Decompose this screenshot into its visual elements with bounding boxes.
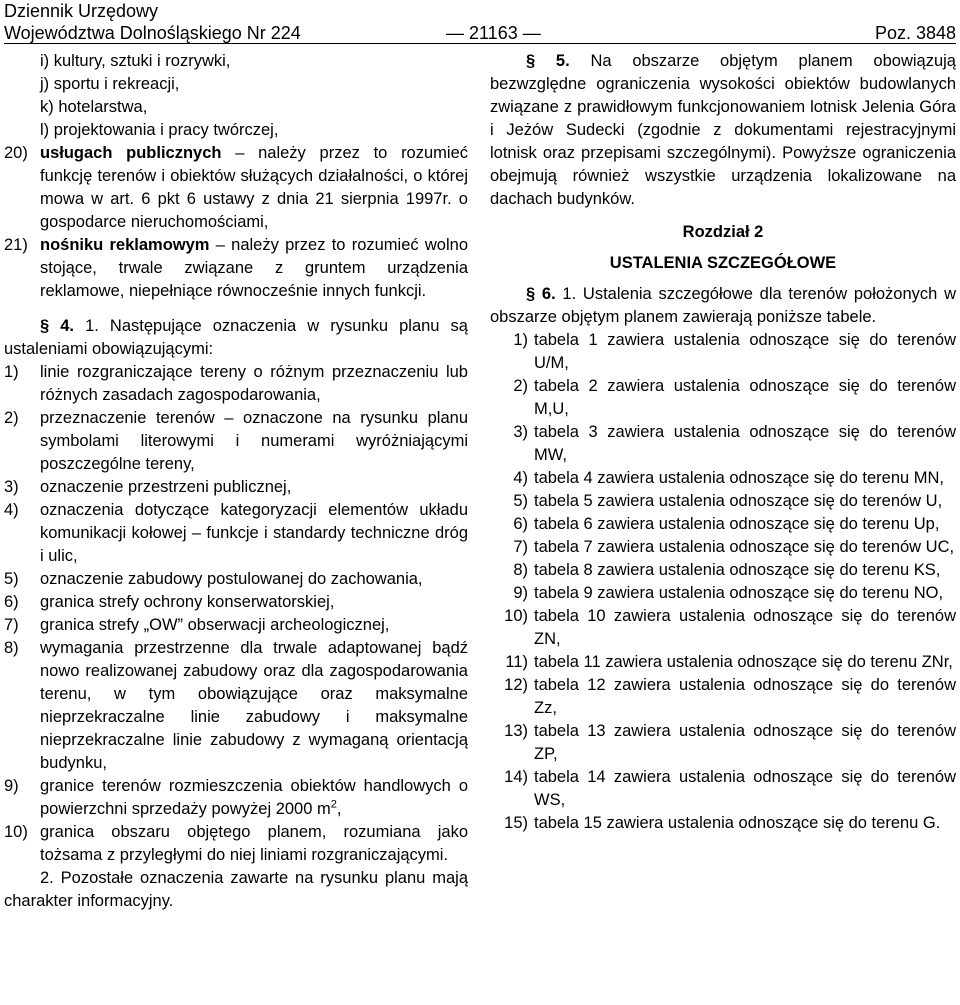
list-item: i) kultury, sztuki i rozrywki, xyxy=(40,52,231,70)
list-item: k) hotelarstwa, xyxy=(40,98,148,116)
table-list-item: 11) tabela 11 zawiera ustalenia odnoszące się do terenu ZNr, xyxy=(505,653,953,671)
list-item: 8) wymagania przestrzenne dla trwale adaptowanej bądź nowo realizowanej zabudowy oraz dla zagospodarowania terenu, w tym obowiązujące oraz maksymalne nieprzekraczalne linie zabudowy i maksymalne nieprzekraczalne linie zabudowy z wymaganą orientacją budynku, xyxy=(4,639,468,772)
table-list-item: 12) tabela 12 zawiera ustalenia odnoszące się do terenów Zz, xyxy=(504,676,956,717)
page-header xyxy=(4,0,956,44)
right-column xyxy=(490,50,956,835)
list-item: 9) granice terenów rozmieszczenia obiektów handlowych o powierzchni sprzedaży powyżej 2000 $m^2$, xyxy=(4,777,468,818)
table-list-item: 1) tabela 1 zawiera ustalenia odnoszące się do terenów U/M, xyxy=(513,331,956,372)
definition-21: 21) nośniku reklamowym – należy przez to rozumieć wolno stojące, trwale związane z gruntem urządzenia reklamowe, niepełniące równocześnie innych funkcji. xyxy=(4,236,469,300)
list-item: 10) granica obszaru objętego planem, rozumiana jako tożsama z przyległymi do niej liniami rozgraniczającymi. xyxy=(4,823,468,864)
paragraph-4-point-2: 2. Pozostałe oznaczenia zawarte na rysunku planu mają charakter informacyjny. xyxy=(4,869,468,910)
table-list-item: 2) tabela 2 zawiera ustalenia odnoszące się do terenów M,U, xyxy=(513,377,956,418)
list-item: 5) oznaczenie zabudowy postulowanej do zachowania, xyxy=(4,570,423,588)
definition-20: 20) usługach publicznych – należy przez to rozumieć funkcję terenów i obiektów służących działalności, o której mowa w art. 6 pkt 6 ustawy z dnia 21 sierpnia 1997r. o gospodarce nieruchomościami, xyxy=(4,144,468,231)
table-list-item: 8) tabela 8 zawiera ustalenia odnoszące się do terenu KS, xyxy=(513,561,941,579)
table-list-item: 9) tabela 9 zawiera ustalenia odnoszące się do terenu NO, xyxy=(513,584,944,602)
table-list-item: 13) tabela 13 zawiera ustalenia odnoszące się do terenów ZP, xyxy=(504,722,956,763)
list-item: 1) linie rozgraniczające tereny o różnym przeznaczeniu lub różnych zasadach zagospodarowania, xyxy=(4,363,468,404)
table-list-item: 4) tabela 4 zawiera ustalenia odnoszące się do terenu MN, xyxy=(513,469,944,487)
left-column xyxy=(4,50,468,913)
list-item: l) projektowania i pracy twórczej, xyxy=(40,121,279,139)
table-list-item: 15) tabela 15 zawiera ustalenia odnoszące się do terenu G. xyxy=(504,814,941,832)
list-item: 7) granica strefy „OW” obserwacji archeologicznej, xyxy=(4,616,390,634)
list-item: j) sportu i rekreacji, xyxy=(40,75,180,93)
chapter-title: USTALENIA SZCZEGÓŁOWE xyxy=(609,254,837,272)
table-list-item: 6) tabela 6 zawiera ustalenia odnoszące się do terenu Up, xyxy=(513,515,940,533)
list-item: 4) oznaczenia dotyczące kategoryzacji elementów układu komunikacji kołowej – funkcje i standardy techniczne dróg i ulic, xyxy=(4,501,468,565)
table-list-item: 3) tabela 3 zawiera ustalenia odnoszące się do terenów MW, xyxy=(513,423,956,464)
page-number: — 21163 — xyxy=(446,23,541,43)
list-item: 3) oznaczenie przestrzeni publicznej, xyxy=(4,478,292,496)
header-divider xyxy=(4,43,956,44)
table-list-item: 10) tabela 10 zawiera ustalenia odnoszące się do terenów ZN, xyxy=(504,607,956,648)
section-mark: § 6. xyxy=(526,285,556,303)
table-list-item: 14) tabela 14 zawiera ustalenia odnoszące się do terenów WS, xyxy=(504,768,956,809)
chapter-number: Rozdział 2 xyxy=(682,223,764,241)
list-item: 2) przeznaczenie terenów – oznaczone na rysunku planu symbolami literowymi i numerami wyróżniającymi poszczególne tereny, xyxy=(4,409,468,473)
table-list-item: 5) tabela 5 zawiera ustalenia odnoszące się do terenów U, xyxy=(513,492,943,510)
paragraph-4: § 4. 1. Następujące oznaczenia w rysunku planu są ustaleniami obowiązującymi: xyxy=(4,317,468,358)
section-mark: § 4. xyxy=(40,317,75,335)
journal-issue: Województwa Dolnośląskiego Nr 224 xyxy=(4,23,301,43)
section-mark: § 5. xyxy=(526,52,570,70)
journal-title: Dziennik Urzędowy xyxy=(4,1,159,21)
position-number: Poz. 3848 xyxy=(874,23,956,43)
table-list-item: 7) tabela 7 zawiera ustalenia odnoszące się do terenów UC, xyxy=(513,538,955,556)
list-item: 6) granica strefy ochrony konserwatorskiej, xyxy=(4,593,335,611)
paragraph-6: § 6. 1. Ustalenia szczegółowe dla terenów położonych w obszarze objętym planem zawierają poniższe tabele. xyxy=(490,285,956,326)
paragraph-5: § 5. Na obszarze objętym planem obowiązują bezwzględne ograniczenia wysokości obiektów budowlanych związane z prawidłowym funkcjonowaniem lotnisk Jelenia Góra i Jeżów Sudecki (zgodnie z dokumentami rejestracyjnymi lotnisk oraz przepisami szczególnymi). Powyższe ograniczenia obejmują również wszystkie urządzenia lokalizowane na dachach budynków. xyxy=(490,52,956,208)
